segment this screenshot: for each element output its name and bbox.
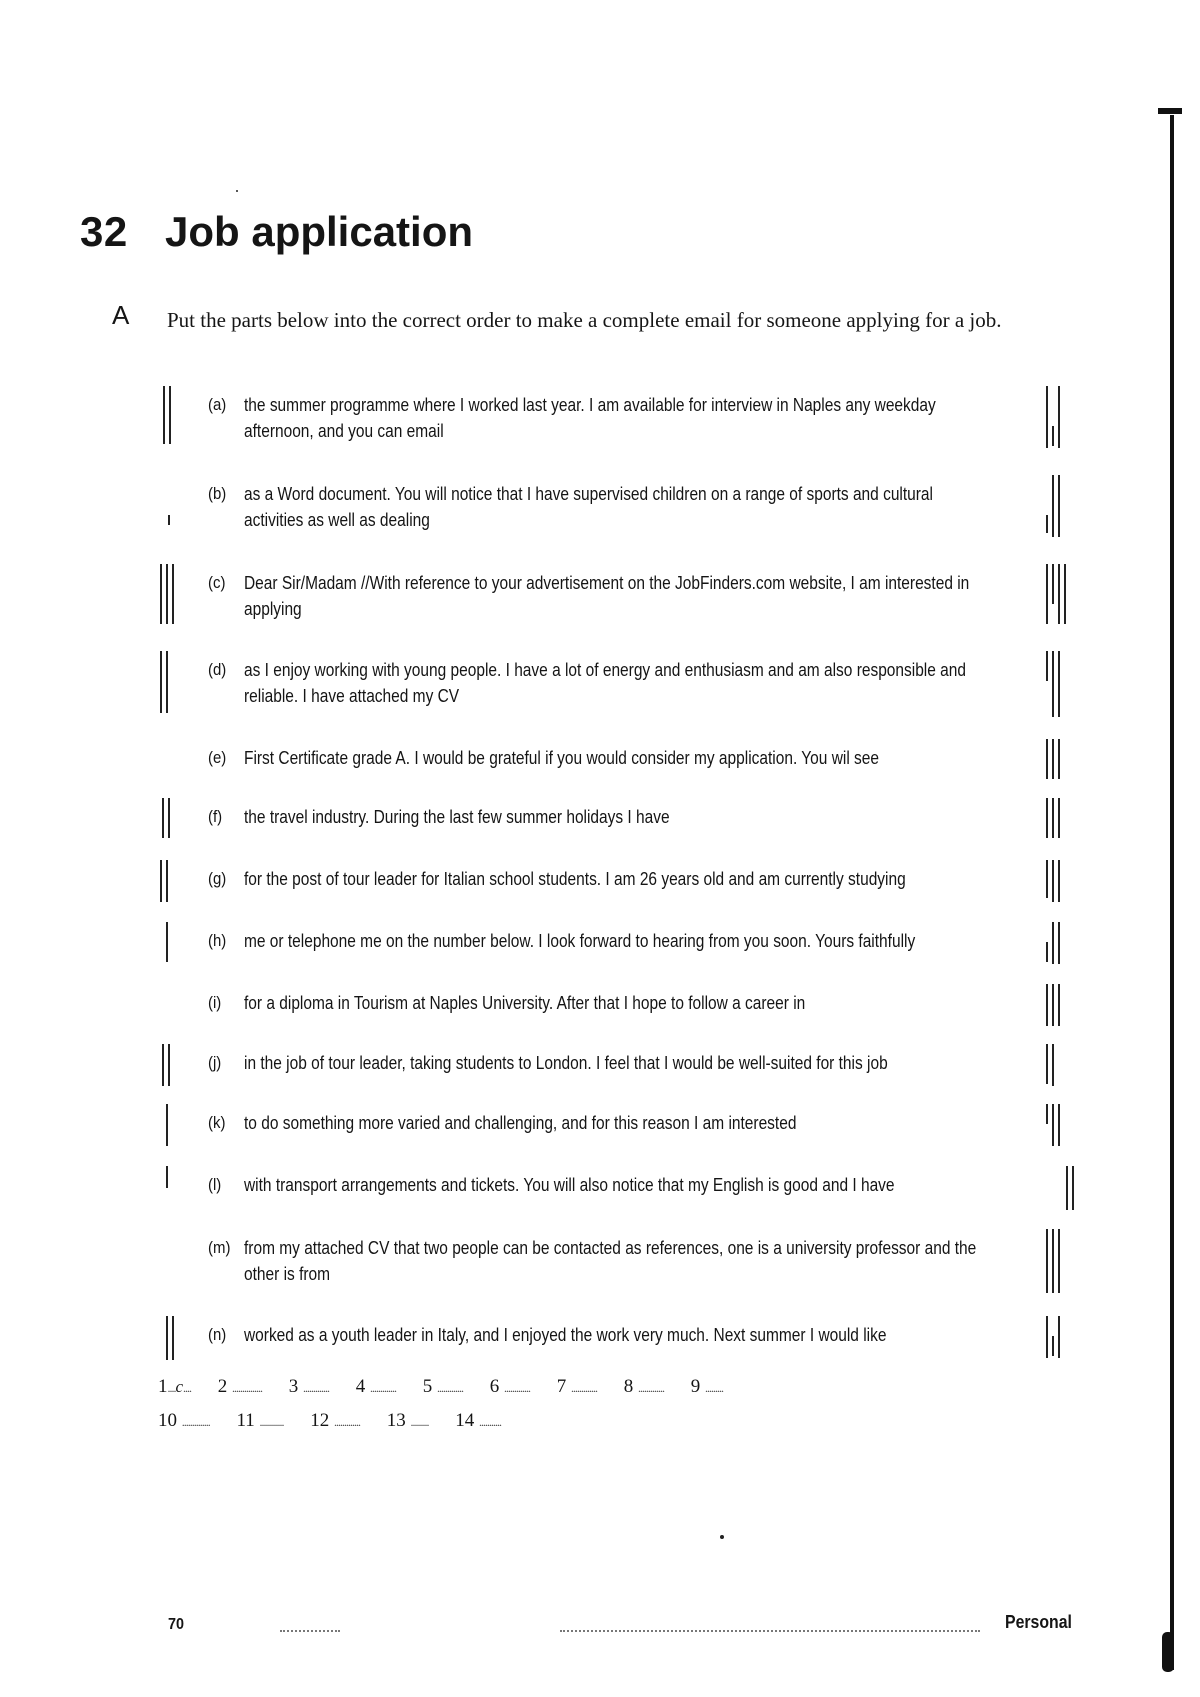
answer-slot[interactable]: 2 ............... bbox=[217, 1376, 263, 1397]
item-label: (h) bbox=[208, 931, 227, 950]
scan-noise bbox=[280, 1630, 340, 1634]
scan-bars bbox=[1046, 798, 1064, 838]
scan-bars bbox=[160, 564, 178, 624]
item-text: with transport arrangements and tickets. You will also notice that my English is good and I have bbox=[244, 1175, 895, 1195]
answer-slot[interactable]: 13 ......... bbox=[386, 1410, 429, 1431]
scan-bars bbox=[1046, 739, 1064, 779]
scan-bars bbox=[1046, 1104, 1064, 1146]
answer-value: c bbox=[175, 1377, 184, 1396]
item-text: to do something more varied and challenging, and for this reason I am interested bbox=[244, 1113, 797, 1133]
scan-bars bbox=[163, 386, 175, 444]
scan-bars bbox=[160, 860, 172, 902]
page-edge-rule bbox=[1170, 115, 1174, 1670]
scan-bars bbox=[168, 475, 174, 525]
scan-bars bbox=[1046, 922, 1064, 964]
item-label: (i) bbox=[208, 993, 222, 1012]
scan-noise bbox=[560, 1630, 980, 1634]
answer-row bbox=[158, 1376, 1058, 1398]
scan-bars bbox=[162, 798, 174, 838]
unit-number: 32 bbox=[80, 208, 128, 255]
item-text: me or telephone me on the number below. I look forward to hearing from you soon. Yours faithfully bbox=[244, 931, 916, 951]
section-letter: A bbox=[112, 300, 130, 330]
item-text: for a diploma in Tourism at Naples University. After that I hope to follow a career in bbox=[244, 993, 806, 1013]
item-label: (f) bbox=[208, 807, 223, 826]
scan-bars bbox=[1066, 1166, 1078, 1210]
answer-slot[interactable]: 8 ............. bbox=[623, 1376, 665, 1397]
section-instruction: Put the parts below into the correct order to make a complete email for someone applying for a job. bbox=[167, 308, 1002, 332]
item-text: as I enjoy working with young people. I have a lot of energy and enthusiasm and am also responsible and reliable. I have attached my CV bbox=[244, 660, 966, 706]
scan-bars bbox=[1046, 1229, 1064, 1293]
scan-bars bbox=[1046, 860, 1064, 902]
answer-row bbox=[158, 1410, 1058, 1432]
answer-slot[interactable]: 3 ............. bbox=[288, 1376, 330, 1397]
scan-bars bbox=[166, 1104, 172, 1146]
item-text: from my attached CV that two people can be contacted as references, one is a university professor and the other is from bbox=[244, 1238, 977, 1284]
page-edge-mark-bottom bbox=[1162, 1632, 1174, 1672]
unit-title: Job application bbox=[165, 208, 474, 255]
item-text: worked as a youth leader in Italy, and I enjoyed the work very much. Next summer I would like bbox=[244, 1325, 887, 1345]
item-label: (a) bbox=[208, 395, 227, 414]
answer-slot[interactable]: 7 ............. bbox=[556, 1376, 598, 1397]
answer-slot[interactable]: 12 ............. bbox=[310, 1410, 361, 1431]
item-text: for the post of tour leader for Italian school students. I am 26 years old and am currently studying bbox=[244, 869, 906, 889]
item-label: (m) bbox=[208, 1238, 231, 1257]
scan-bars bbox=[162, 1044, 174, 1086]
page-edge-mark bbox=[1158, 108, 1182, 114]
scan-bars bbox=[166, 1166, 172, 1188]
answer-slot[interactable]: 1....c.... bbox=[158, 1376, 192, 1397]
scan-bars bbox=[1046, 1044, 1058, 1086]
scan-speck bbox=[236, 190, 238, 192]
item-text: in the job of tour leader, taking students to London. I feel that I would be well-suited for this job bbox=[244, 1053, 888, 1073]
item-label: (e) bbox=[208, 748, 227, 767]
scan-speck bbox=[720, 1535, 724, 1539]
item-label: (j) bbox=[208, 1053, 222, 1072]
section-name: Personal bbox=[1005, 1612, 1072, 1632]
item-text: Dear Sir/Madam //With reference to your advertisement on the JobFinders.com website, I am interested in applying bbox=[244, 573, 970, 619]
answer-slot[interactable]: 14 ........... bbox=[455, 1410, 502, 1431]
scan-bars bbox=[1046, 386, 1064, 448]
scan-bars bbox=[1046, 1316, 1064, 1358]
answer-slot[interactable]: 6 ............. bbox=[489, 1376, 531, 1397]
scan-bars bbox=[1046, 984, 1064, 1026]
item-text: the travel industry. During the last few summer holidays I have bbox=[244, 807, 670, 827]
item-label: (k) bbox=[208, 1113, 226, 1132]
item-label: (n) bbox=[208, 1325, 227, 1344]
scan-bars bbox=[166, 922, 172, 962]
item-text: as a Word document. You will notice that I have supervised children on a range of sports and cultural activities as well as dealing bbox=[244, 484, 933, 530]
item-label: (c) bbox=[208, 573, 226, 592]
page-number: 70 bbox=[168, 1616, 185, 1633]
item-label: (b) bbox=[208, 484, 227, 503]
answer-slot[interactable]: 11 ............ bbox=[236, 1410, 284, 1431]
answer-slot[interactable]: 9 ......... bbox=[690, 1376, 724, 1397]
item-text: the summer programme where I worked last year. I am available for interview in Naples any weekday afternoon, and you can email bbox=[244, 395, 936, 441]
item-text: First Certificate grade A. I would be grateful if you would consider my application. You wil see bbox=[244, 748, 880, 768]
scan-bars bbox=[160, 651, 172, 713]
scan-bars bbox=[1046, 651, 1064, 717]
scan-bars bbox=[1046, 564, 1070, 624]
scan-bars bbox=[166, 1316, 178, 1360]
answer-slot[interactable]: 4 ............. bbox=[355, 1376, 397, 1397]
answer-slot[interactable]: 10 .............. bbox=[158, 1410, 210, 1431]
item-label: (g) bbox=[208, 869, 227, 888]
item-label: (l) bbox=[208, 1175, 222, 1194]
item-label: (d) bbox=[208, 660, 227, 679]
scan-bars bbox=[1046, 475, 1064, 537]
answer-slot[interactable]: 5 ............. bbox=[422, 1376, 464, 1397]
